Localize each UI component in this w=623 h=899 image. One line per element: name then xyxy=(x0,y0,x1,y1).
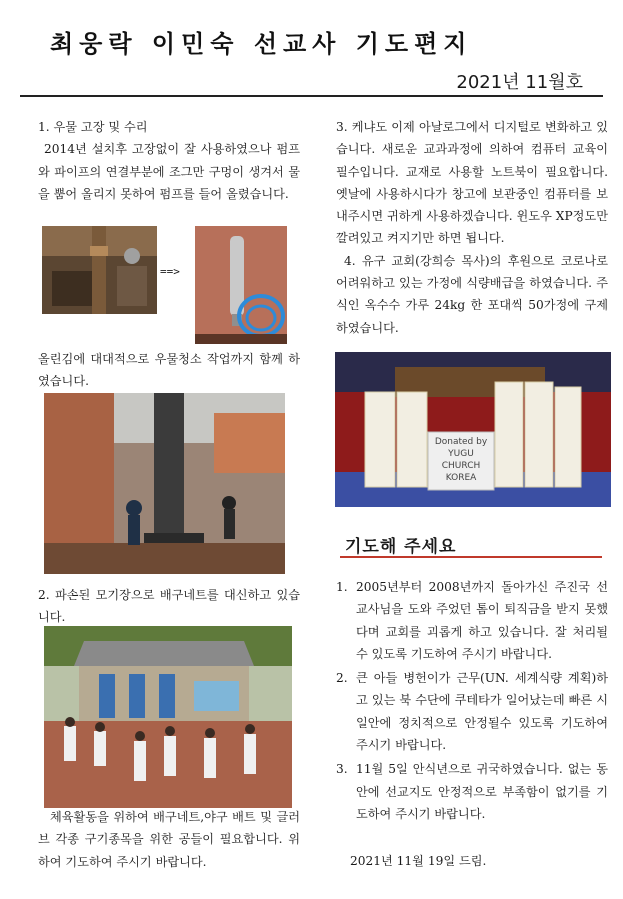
well-cleaning-photo xyxy=(44,393,285,574)
section-3 xyxy=(336,116,608,339)
school-children-photo xyxy=(44,626,292,808)
section-2-after-text: 체육활동을 위하여 배구네트,야구 배트 및 글러브 각종 구기종목을 위한 공들이 필요합니다. 위하여 기도하여 주시기 바랍니다. xyxy=(38,810,300,869)
section-1-body: 2014년 설치후 고장없이 잘 사용하였으나 펌프와 파이프의 연결부분에 조그만 구멍이 생겨서 물을 뿜어 올리지 못하여 펌프를 들어 올렸습니다. xyxy=(38,142,300,201)
prayer-item-text: 11월 5일 안식년으로 귀국하였습니다. 없는 동안에 선교지도 안정적으로 부족함이 없기를 기도하여 주시기 바랍니다. xyxy=(356,762,608,821)
prayer-item xyxy=(336,667,608,756)
prayer-item-text: 큰 아들 병헌이가 근무(UN. 세계식량 계획)하고 있는 북 수단에 쿠테타가 일어났는데 빠른 시일안에 정치적으로 안정될수 있도록 기도하여 주시기 바랍니다. xyxy=(356,671,608,753)
prayer-heading: 기도해 주세요 xyxy=(345,537,457,557)
letter-title: 최웅락 이민숙 선교사 기도편지 xyxy=(50,30,473,58)
section-1-after xyxy=(38,348,300,393)
prayer-item-number: 3. xyxy=(336,762,348,777)
section-1 xyxy=(38,116,300,205)
pump-parts-photo xyxy=(195,226,287,344)
signoff: 2021년 11월 19일 드림. xyxy=(350,854,487,868)
section-4-text: 4. 유구 교회(강희승 목사)의 후원으로 코로나로 어려워하고 있는 가정에 식량배급을 하였습니다. 주식인 옥수수 가루 24kg 한 포대씩 50가정에 구제하였습니다. xyxy=(336,253,608,335)
prayer-list xyxy=(336,576,608,827)
prayer-item-number: 1. xyxy=(336,580,348,594)
prayer-item xyxy=(336,758,608,825)
section-2-after xyxy=(38,806,300,873)
food-donation-photo xyxy=(335,352,611,507)
section-2 xyxy=(38,584,300,629)
prayer-item-text: 2005년부터 2008년까지 돌아가신 주진국 선교사님을 도와 주었던 톰이 퇴직금을 받지 못했다며 교회를 괴롭게 하고 있습니다. 잘 처리될 수 있도록 기도하여 주시기 바랍니다. xyxy=(356,580,608,661)
arrow-label: ==> xyxy=(160,265,180,278)
donation-sign: Donated by YUGU CHURCH KOREA xyxy=(434,437,488,483)
header-divider xyxy=(20,95,603,97)
pump-photo xyxy=(42,226,157,314)
section-1-title: 1. 우물 고장 및 수리 xyxy=(38,120,148,134)
section-3-text: 3. 케냐도 이제 아날로그에서 디지털로 변화하고 있습니다. 새로운 교과과정에 의하여 컴퓨터 교육이 필수입니다. 교재로 사용할 노트북이 필요합니다. 옛날에 사용하시다가 창고에 보관중인 컴퓨터를 보내주시면 귀하게 사용하겠습니다. 윈도우 XP정도만 깔려있고 켜지기만 하면 됩니다. xyxy=(336,120,608,246)
section-2-title: 2. 파손된 모기장으로 배구네트를 대신하고 있습니다. xyxy=(38,588,300,625)
prayer-item xyxy=(336,576,608,665)
section-1-after-text: 올린김에 대대적으로 우물청소 작업까지 함께 하였습니다. xyxy=(38,352,300,389)
prayer-heading-underline xyxy=(340,556,602,558)
prayer-item-number: 2. xyxy=(336,671,348,686)
issue-date: 2021년 11월호 xyxy=(456,72,583,93)
